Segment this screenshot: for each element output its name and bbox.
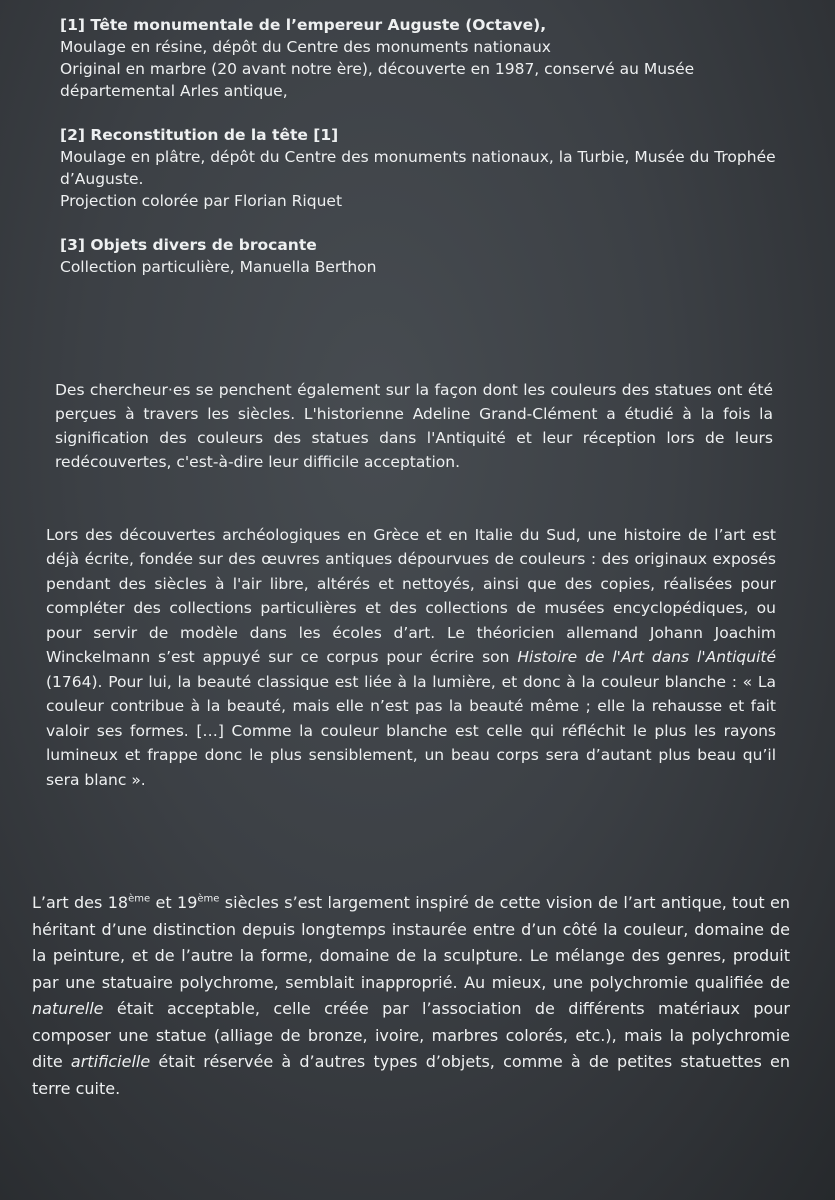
text-segment: Lors des découvertes archéologiques en Grèce et en Italie du Sud, une histoire de l’art est déjà écrite, fondée sur des œuvres antiques dépourvues de couleurs : des originaux exposés pendant des siècles à l'air libre, altérés et nettoyés, ainsi que des copies, réalisées pour compléter des collections particulières et des collections de musées encyclopédiques, ou pour servir de modèle dans les écoles d’art. Le théoricien allemand Johann Joachim Winckelmann s’est appuyé sur ce corpus pour écrire son [46,525,776,666]
ordinal-suffix: ème [197,893,220,905]
caption-line: Moulage en plâtre, dépôt du Centre des monuments nationaux, la Turbie, Musée du Trophée d’Auguste. [60,148,776,188]
caption-title: [3] Objets divers de brocante [60,236,317,254]
book-title: Histoire de l'Art dans l'Antiquité [517,648,776,666]
emphasis-term: naturelle [32,999,104,1018]
caption-line: Moulage en résine, dépôt du Centre des monuments nationaux [60,38,551,56]
text-segment: était acceptable, celle créée par l’association de différents matériaux pour composer une statue (alliage de bronze, ivoire, marbres colorés, etc.), mais la polychromie dite [32,999,790,1071]
caption-line: Original en marbre (20 avant notre ère), découverte en 1987, conservé au Musée départemental Arles antique, [60,60,695,100]
body-paragraph-3 [32,890,790,1102]
captions-block [60,14,790,300]
caption-line: Projection colorée par Florian Riquet [60,192,343,210]
caption-3 [60,234,790,278]
caption-title: [2] Reconstitution de la tête [1] [60,126,339,144]
text-segment: siècles s’est largement inspiré de cette vision de l’art antique, tout en héritant d’une distinction depuis longtemps instaurée entre d’un côté la couleur, domaine de la peinture, et de l’autre la forme, domaine de la sculpture. Le mélange des genres, produit par une statuaire polychrome, semblait inapproprié. Au mieux, une polychromie qualifiée de [32,893,791,992]
text-segment: et 19 [150,893,198,912]
text-segment: L’art des 18 [32,893,129,912]
text-segment: était réservée à d’autres types d’objets, comme à de petites statuettes en terre cuite. [32,1052,790,1098]
caption-2 [60,124,790,212]
caption-line: Collection particulière, Manuella Berthon [60,258,377,276]
text-segment: (1764). Pour lui, la beauté classique est liée à la lumière, et donc à la couleur blanche : « La couleur contribue à la beauté, mais elle n’est pas la beauté même ; elle la rehausse et fait valoir ses formes. […] Comme la couleur blanche est celle qui réfléchit le plus les rayons lumineux et frappe donc le plus sensiblement, un beau corps sera d’autant plus beau qu’il sera blanc ». [46,672,776,789]
body-paragraph-2 [46,523,776,793]
caption-1 [60,14,790,102]
caption-title: [1] Tête monumentale de l’empereur Auguste (Octave), [60,16,547,34]
body-paragraph-1: Des chercheur·es se penchent également sur la façon dont les couleurs des statues ont été perçues à travers les siècles. L'historienne Adeline Grand-Clément a étudié à la fois la signification des couleurs des statues dans l'Antiquité et leur réception lors de leurs redécouvertes, c'est-à-dire leur difficile acceptation. [55,380,773,471]
emphasis-term: artificielle [70,1052,151,1071]
ordinal-suffix: ème [128,893,151,905]
